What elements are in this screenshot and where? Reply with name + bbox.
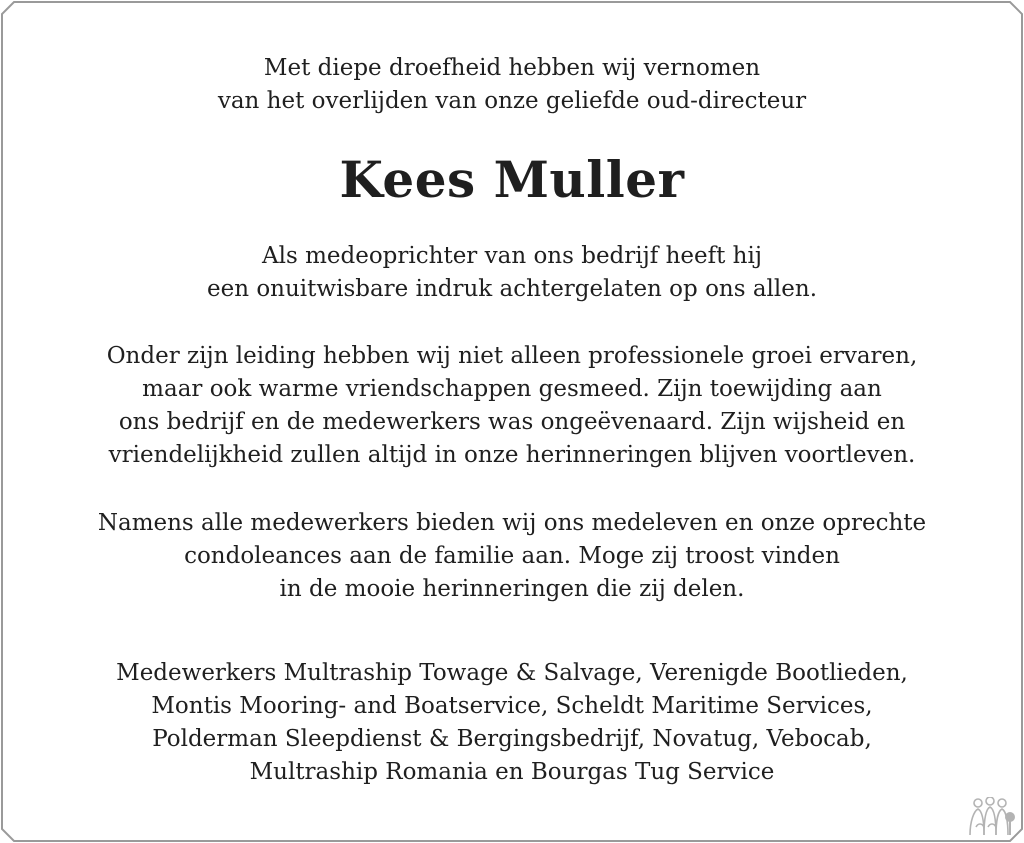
deceased-name: Kees Muller bbox=[339, 150, 685, 209]
intro-line: van het overlijden van onze geliefde oud-directeur bbox=[217, 88, 807, 114]
paragraph-leadership bbox=[0, 340, 1024, 472]
paragraph-line: Onder zijn leiding hebben wij niet alleen professionele groei ervaren, bbox=[106, 343, 918, 369]
paragraph-line: Als medeoprichter van ons bedrijf heeft hij bbox=[262, 243, 762, 269]
paragraph-line: ons bedrijf en de medewerkers was ongeëvenaard. Zijn wijsheid en bbox=[118, 409, 906, 435]
signature-line: Medewerkers Multraship Towage & Salvage, Verenigde Bootlieden, bbox=[116, 660, 908, 686]
paragraph-line: Namens alle medewerkers bieden wij ons medeleven en onze oprechte bbox=[97, 510, 927, 536]
intro-text bbox=[0, 52, 1024, 118]
paragraph-condolences bbox=[0, 507, 1024, 606]
paragraph-line: een onuitwisbare indruk achtergelaten op ons allen. bbox=[206, 276, 818, 302]
signature-block bbox=[0, 657, 1024, 789]
signature-line: Multraship Romania en Bourgas Tug Service bbox=[249, 759, 775, 785]
paragraph-line: in de mooie herinneringen die zij delen. bbox=[279, 576, 745, 602]
paragraph-line: condoleances aan de familie aan. Moge zij troost vinden bbox=[184, 543, 840, 569]
intro-line: Met diepe droefheid hebben wij vernomen bbox=[263, 55, 761, 81]
signature-line: Polderman Sleepdienst & Bergingsbedrijf, Novatug, Vebocab, bbox=[152, 726, 872, 752]
family-tree-icon bbox=[962, 797, 1018, 837]
signature-line: Montis Mooring- and Boatservice, Scheldt Maritime Services, bbox=[151, 693, 873, 719]
paragraph-founder bbox=[0, 240, 1024, 306]
paragraph-line: maar ook warme vriendschappen gesmeed. Zijn toewijding aan bbox=[142, 376, 882, 402]
paragraph-line: vriendelijkheid zullen altijd in onze herinneringen blijven voortleven. bbox=[108, 442, 916, 468]
